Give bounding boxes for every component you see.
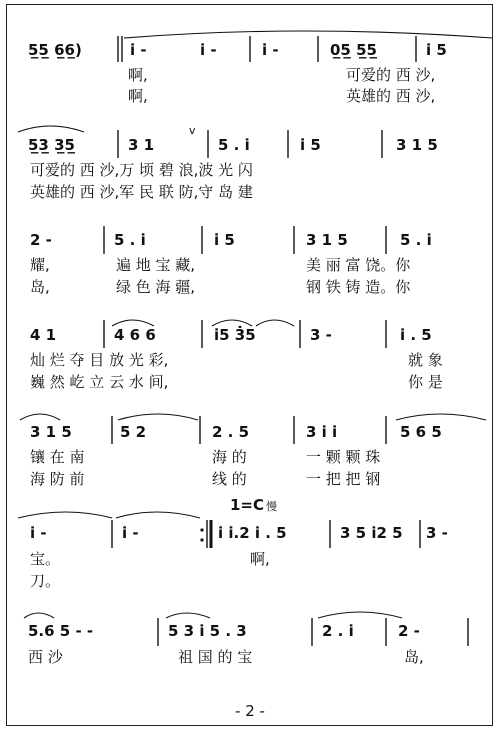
tie-curve <box>318 612 402 618</box>
lyric: 灿 烂 夺 目 放 光 彩, <box>30 351 169 369</box>
note-group: 5 3 i̇ 5 . 3 <box>168 622 247 640</box>
lyric: 宝。 <box>30 550 61 568</box>
system-4 <box>30 320 443 391</box>
note-group: i̇ - <box>130 41 147 59</box>
note-group: 3 1 5 <box>396 136 438 154</box>
note-group: i̇ - <box>122 524 139 542</box>
note-group: 2 - <box>398 622 420 640</box>
note-group: 2 . i̇ <box>322 622 354 640</box>
note-group: 3 i̇ i̇ <box>306 423 338 441</box>
note-group: 3 - <box>426 524 448 542</box>
tempo-mark: 慢 <box>266 500 277 513</box>
note-group: 5 2 <box>120 423 147 441</box>
lyric: 啊, <box>128 87 148 105</box>
slur <box>18 126 84 132</box>
note-group: 5.6 5 - - <box>28 622 94 640</box>
slur <box>24 613 54 618</box>
slur <box>166 613 210 618</box>
lyric: 啊, <box>250 550 270 568</box>
note-group: i̇ 5 <box>300 136 321 154</box>
note-group: 2 . 5 <box>212 423 250 441</box>
lyric: 线 的 <box>212 470 247 488</box>
lyric: 刀。 <box>30 572 61 590</box>
lyric: 一 颗 颗 珠 <box>306 448 381 466</box>
lyric: 就 象 <box>408 351 443 369</box>
slur <box>20 414 60 420</box>
note-group: 2 - <box>30 231 52 249</box>
system-6 <box>18 496 448 590</box>
lyric: 你 是 <box>408 373 443 391</box>
repeat-dot <box>200 538 203 541</box>
lyric: 镶 在 南 <box>30 448 85 466</box>
note-group: 5 . i̇ <box>218 136 250 154</box>
lyric: 绿 色 海 疆, <box>116 278 196 296</box>
lyric: 巍 然 屹 立 云 水 间, <box>30 373 169 391</box>
note-group: i̇ 5 <box>214 231 235 249</box>
note-group: 3 1 5 <box>306 231 348 249</box>
system-3 <box>30 226 432 296</box>
note-group: i̇ . 5 <box>400 326 432 344</box>
note-group: 4 1 <box>30 326 57 344</box>
note-group: 5 6 5 <box>400 423 442 441</box>
note-group: i̇ i̇.2 i̇ . 5 <box>218 524 287 542</box>
tie-curve <box>118 414 198 420</box>
system-5 <box>20 414 486 488</box>
lyric: 岛, <box>404 648 424 666</box>
note-group: 5̲5̲ 6̲6̲) <box>28 41 82 59</box>
lyric: 英雄的 西 沙,军 民 联 防,守 岛 建 <box>30 183 253 201</box>
repeat-dot <box>200 528 203 531</box>
note-group: i̇5 3̇5 <box>214 326 256 344</box>
note-group: 0̲5̲ 5̲5̲ <box>330 41 377 59</box>
note-group: 4 6 6 <box>114 326 156 344</box>
slur <box>256 320 294 326</box>
lyric: 岛, <box>30 278 50 296</box>
tie-curve <box>124 31 492 38</box>
lyric: 西 沙 <box>28 648 63 666</box>
lyric: 一 把 把 钢 <box>306 470 381 488</box>
note-group: i̇ - <box>200 41 217 59</box>
note-group: 5 . i̇ <box>400 231 432 249</box>
lyric: 可爱的 西 沙, <box>346 66 436 84</box>
note-group: i̇ - <box>262 41 279 59</box>
lyric: 遍 地 宝 藏, <box>116 256 196 274</box>
page-number: - 2 - <box>235 702 265 720</box>
note-group: 3 5 i̇2 5 <box>340 524 403 542</box>
note-group: 5̲3̲ 3̲5̲ <box>28 136 75 154</box>
system-2 <box>18 124 438 201</box>
note-group: i̇ - <box>30 524 47 542</box>
lyric: 啊, <box>128 66 148 84</box>
lyric: 海 防 前 <box>30 470 85 488</box>
tie-curve <box>116 512 200 518</box>
lyric: 海 的 <box>212 448 247 466</box>
note-group: 3 1 5 <box>30 423 72 441</box>
key-change: 1=C <box>230 496 265 514</box>
breath-mark: v <box>189 124 196 137</box>
lyric: 美 丽 富 饶。你 <box>306 256 411 274</box>
note-group: i̇ 5 <box>426 41 447 59</box>
note-group: 5 . i̇ <box>114 231 146 249</box>
note-group: 3 - <box>310 326 332 344</box>
tie-curve <box>18 512 112 518</box>
lyric: 钢 铁 铸 造。你 <box>306 278 411 296</box>
system-1 <box>28 31 492 105</box>
lyric: 祖 国 的 宝 <box>178 648 253 666</box>
tie-curve <box>396 414 486 420</box>
lyric: 可爱的 西 沙,万 顷 碧 浪,波 光 闪 <box>30 161 253 179</box>
lyric: 英雄的 西 沙, <box>346 87 436 105</box>
lyric: 耀, <box>30 256 50 274</box>
note-group: 3 1 <box>128 136 155 154</box>
system-7 <box>24 612 468 666</box>
